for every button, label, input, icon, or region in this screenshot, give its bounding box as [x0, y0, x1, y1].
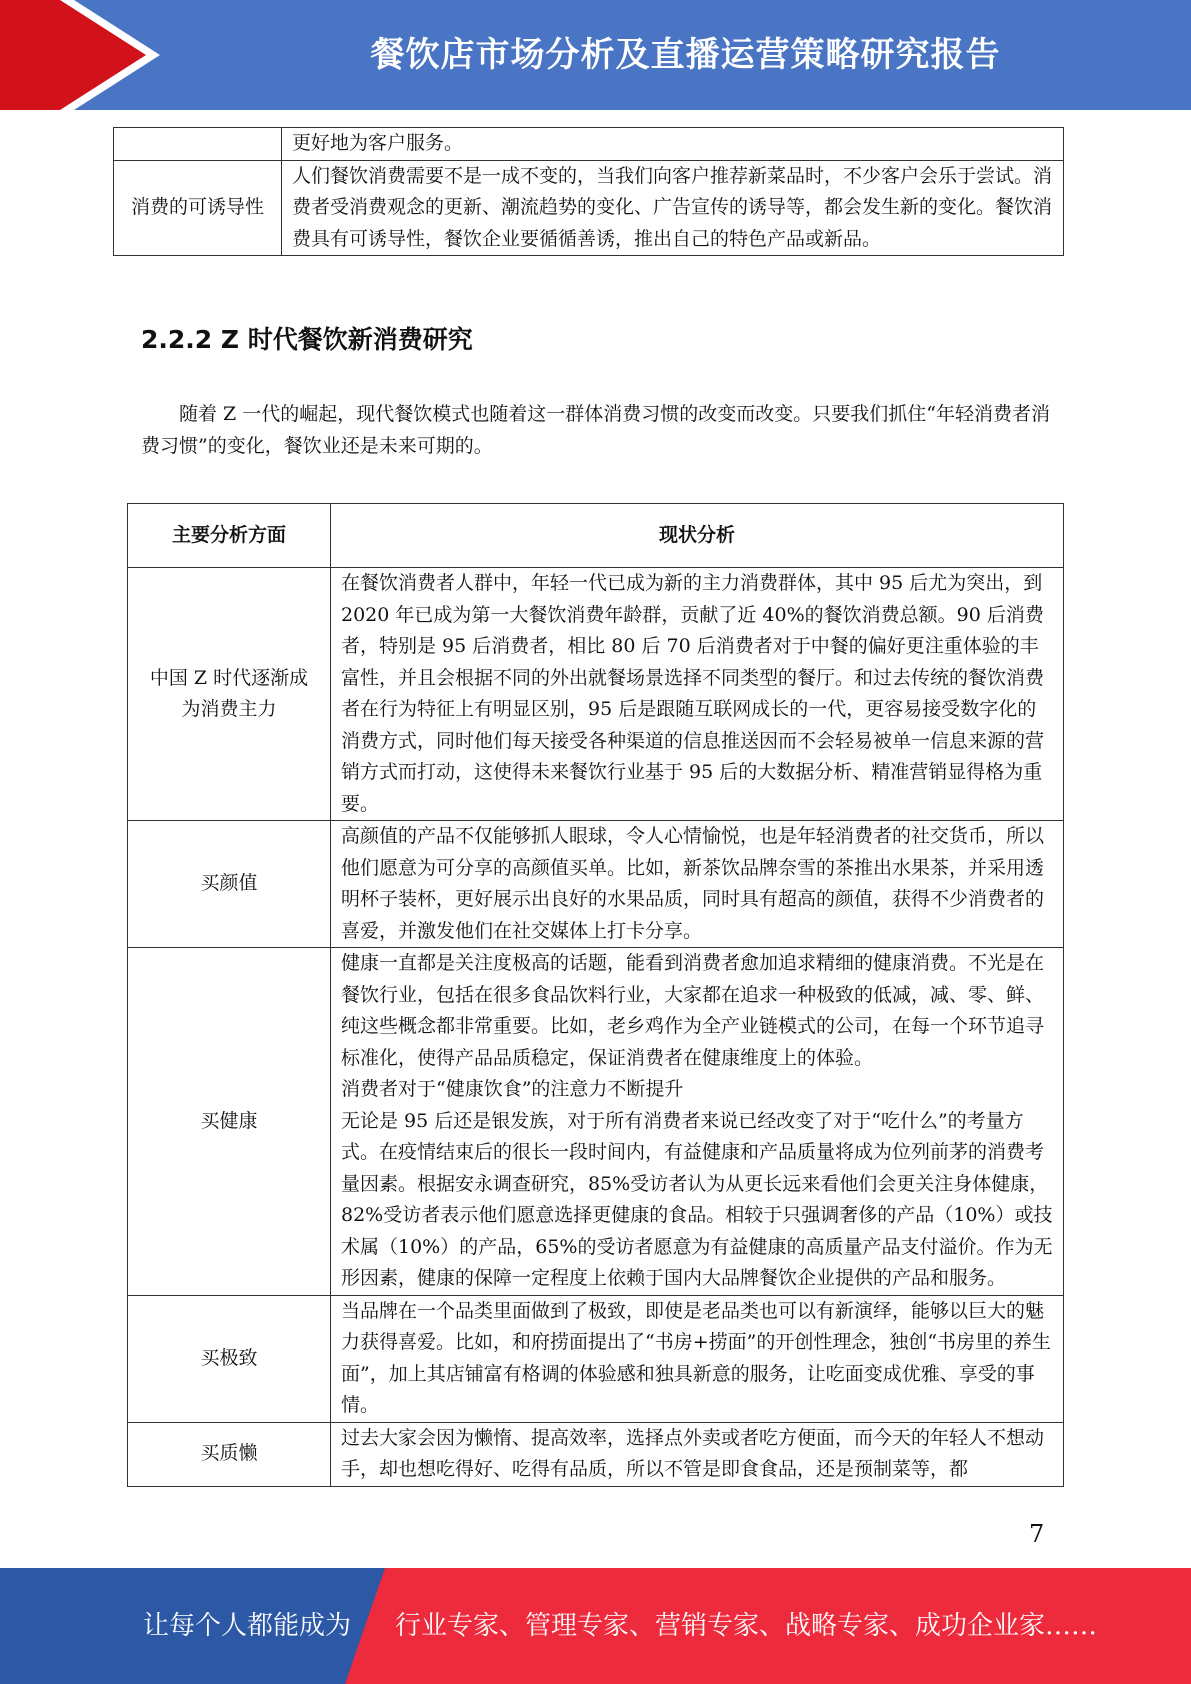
aspect-cell: 中国 Z 时代逐渐成为消费主力 — [128, 568, 331, 821]
analysis-subheading: 消费者对于“健康饮食”的注意力不断提升 — [341, 1078, 684, 1100]
table-row — [128, 1295, 1064, 1422]
aspect-cell: 消费的可诱导性 — [114, 160, 282, 256]
footer-slogan-left: 让每个人都能成为 — [143, 1611, 352, 1641]
header-title: 餐饮店市场分析及直播运营策略研究报告 — [370, 35, 1001, 75]
table-row — [114, 160, 1064, 256]
analysis-cell: 在餐饮消费者人群中，年轻一代已成为新的主力消费群体，其中 95 后尤为突出，到 2020 年已成为第一大餐饮消费年龄群，贡献了近 40%的餐饮消费总额。90 后消费者，特别是 95 后消费者，相比 80 后 70 后消费者对于中餐的偏好更注重体验的丰富性，并且会根据不同的外出就餐场景选择不同类型的餐厅。和过去传统的餐饮消费者在行为特征上有明显区别，95 后是跟随互联网成长的一代，更容易接受数字化的消费方式，同时他们每天接受各种渠道的信息推送因而不会轻易被单一信息来源的营销方式而打动，这使得未来餐饮行业基于 95 后的大数据分析、精准营销显得格为重要。 — [331, 568, 1064, 821]
aspect-cell — [114, 128, 282, 161]
table-row — [128, 568, 1064, 821]
header-red-chevron — [0, 0, 150, 110]
table-row — [128, 948, 1064, 1296]
analysis-cell: 高颜值的产品不仅能够抓人眼球，令人心情愉悦，也是年轻消费者的社交货币，所以他们愿意为可分享的高颜值买单。比如，新茶饮品牌奈雪的茶推出水果茶，并采用透明杯子装杯，更好展示出良好的水果品质，同时具有超高的颜值，获得不少消费者的喜爱，并激发他们在社交媒体上打卡分享。 — [331, 821, 1064, 948]
analysis-cell: 人们餐饮消费需要不是一成不变的，当我们向客户推荐新菜品时，不少客户会乐于尝试。消费者受消费观念的更新、潮流趋势的变化、广告宣传的诱导等，都会发生新的变化。餐饮消费具有可诱导性，餐饮企业要循循善诱，推出自己的特色产品或新品。 — [282, 160, 1064, 256]
analysis-cell: 过去大家会因为懒惰、提高效率，选择点外卖或者吃方便面，而今天的年轻人不想动手，却也想吃得好、吃得有品质，所以不管是即食食品，还是预制菜等，都 — [331, 1422, 1064, 1486]
analysis-cell: 当品牌在一个品类里面做到了极致，即使是老品类也可以有新演绎，能够以巨大的魅力获得喜爱。比如，和府捞面提出了“书房+捞面”的开创性理念，独创“书房里的养生面”，加上其店铺富有格调的体验感和独具新意的服务，让吃面变成优雅、享受的事情。 — [331, 1295, 1064, 1422]
page-number: 7 — [1029, 1520, 1045, 1548]
footer-slogan-right: 行业专家、管理专家、营销专家、战略专家、成功企业家…… — [395, 1611, 1098, 1641]
table-header-row — [128, 504, 1064, 568]
section-paragraph: 随着 Z 一代的崛起，现代餐饮模式也随着这一群体消费习惯的改变而改变。只要我们抓住“年轻消费者消费习惯”的变化，餐饮业还是未来可期的。 — [141, 403, 1050, 457]
analysis-cell — [331, 948, 1064, 1296]
analysis-paragraph: 无论是 95 后还是银发族，对于所有消费者来说已经改变了对于“吃什么”的考量方式。在疫情结束后的很长一段时间内，有益健康和产品质量将成为位列前茅的消费考量因素。根据安永调查研究，85%受访者认为从更长远来看他们会更关注身体健康，82%受访者表示他们愿意选择更健康的食品。相较于只强调奢侈的产品（10%）或技术属（10%）的产品，65%的受访者愿意为有益健康的高质量产品支付溢价。作为无形因素，健康的保障一定程度上依赖于国内大品牌餐饮企业提供的产品和服务。 — [341, 1109, 1053, 1289]
gen-z-analysis-table — [127, 503, 1064, 1487]
aspect-cell: 买健康 — [128, 948, 331, 1296]
analysis-paragraph: 健康一直都是关注度极高的话题，能看到消费者愈加追求精细的健康消费。不光是在餐饮行业，包括在很多食品饮料行业，大家都在追求一种极致的低减，减、零、鲜、纯这些概念都非常重要。比如，老乡鸡作为全产业链模式的公司，在每一个环节追寻标准化，使得产品品质稳定，保证消费者在健康维度上的体验。 — [341, 952, 1045, 1069]
table-row — [128, 1422, 1064, 1486]
table-row — [128, 821, 1064, 948]
aspect-cell: 买颜值 — [128, 821, 331, 948]
section-heading: 2.2.2 Z 时代餐饮新消费研究 — [141, 325, 473, 354]
column-header-aspect: 主要分析方面 — [128, 504, 331, 568]
aspect-cell: 买质懒 — [128, 1422, 331, 1486]
column-header-analysis: 现状分析 — [331, 504, 1064, 568]
consumption-traits-table — [113, 127, 1064, 256]
analysis-cell: 更好地为客户服务。 — [282, 128, 1064, 161]
page-footer — [0, 1568, 1191, 1684]
page-header — [0, 0, 1191, 110]
aspect-cell: 买极致 — [128, 1295, 331, 1422]
table-row — [114, 128, 1064, 161]
